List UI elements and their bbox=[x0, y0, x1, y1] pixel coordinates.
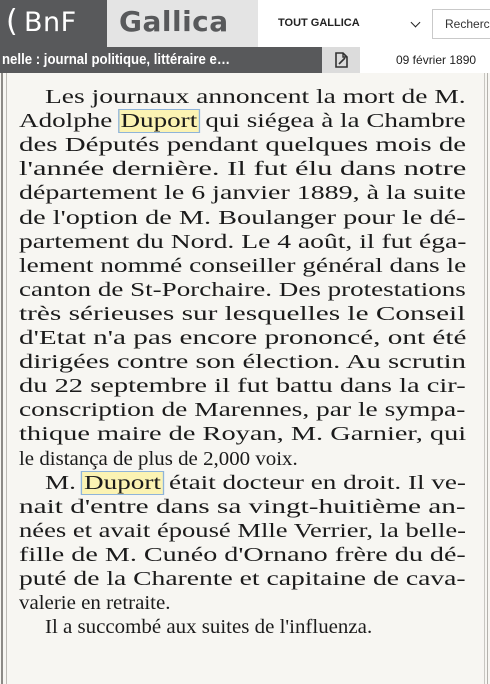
article-text: puté de la Charente et capitaine de cava- bbox=[19, 568, 466, 590]
article-line bbox=[19, 566, 466, 592]
article-line bbox=[19, 132, 466, 158]
search-scope-select[interactable] bbox=[268, 12, 428, 36]
article-text: thique maire de Royan, M. Garnier, qui bbox=[19, 423, 467, 446]
article-line bbox=[19, 373, 466, 399]
article-line bbox=[19, 156, 466, 182]
article-text: nait d'entre dans sa vingt-huitième an- bbox=[19, 495, 466, 518]
chevron-down-icon bbox=[411, 18, 421, 28]
article-text: était docteur en droit. Il ve- bbox=[162, 471, 466, 494]
article-text: valerie en retraite. bbox=[19, 592, 171, 615]
gallica-logo-text: Gallica bbox=[119, 5, 229, 38]
column-rule-right bbox=[487, 73, 488, 684]
document-edit-icon bbox=[333, 51, 350, 69]
article-line bbox=[19, 301, 465, 327]
article-text: qui siégea à la Chambre bbox=[198, 110, 466, 133]
article-line bbox=[19, 205, 466, 231]
article-line bbox=[19, 494, 466, 520]
article-text: conscription de Marennes, par le sympa- bbox=[19, 399, 466, 422]
article-line bbox=[19, 229, 466, 255]
article-text: lement nommé conseiller général dans le bbox=[19, 254, 467, 277]
article-line bbox=[19, 325, 466, 351]
article-text: l'année dernière. Il fut élu dans notre bbox=[19, 158, 467, 181]
article-text: des Députés pendant quelques mois de bbox=[19, 134, 467, 157]
gallica-header bbox=[0, 0, 490, 47]
document-title-bar bbox=[0, 47, 490, 73]
article-text: Adolphe bbox=[19, 110, 120, 133]
search-input[interactable] bbox=[432, 9, 490, 39]
gallica-logo[interactable] bbox=[107, 0, 258, 47]
column-rule-right-inner bbox=[484, 73, 485, 684]
article-line bbox=[19, 590, 171, 616]
search-hit-highlight[interactable]: Duport bbox=[84, 471, 161, 494]
article-line bbox=[19, 349, 466, 375]
article-line bbox=[19, 397, 465, 423]
article-text: partement du Nord. Le 4 août, il fut éga- bbox=[19, 230, 467, 253]
search-input-placeholder: Recherc bbox=[445, 17, 490, 31]
article-line bbox=[45, 614, 372, 640]
article-line bbox=[19, 108, 466, 134]
article-text: du 22 septembre il fut battu dans la cir- bbox=[19, 375, 466, 398]
article-text: dirigées contre son élection. Au scrutin bbox=[19, 351, 466, 374]
article-line bbox=[19, 253, 466, 279]
article-text: fille de M. Cunéo d'Ornano frère du dé- bbox=[19, 543, 466, 566]
article-text: M. bbox=[45, 471, 83, 494]
article-text: Il a succombé aux suites de l'influenza. bbox=[45, 616, 373, 639]
article-text: d'Etat n'a pas encore prononcé, ont été bbox=[19, 327, 467, 349]
document-scan-viewer[interactable] bbox=[0, 73, 490, 684]
article-line bbox=[45, 470, 466, 496]
article-text: de l'option de M. Boulanger pour le dé- bbox=[19, 206, 466, 229]
article-text: nées et avait épousé Mlle Verrier, la belle- bbox=[19, 519, 466, 542]
article-line bbox=[19, 180, 466, 206]
document-title[interactable]: nelle : journal politique, littéraire e… bbox=[0, 47, 322, 73]
bnf-logo-bracket: ( bbox=[6, 4, 18, 39]
article-line bbox=[19, 518, 466, 544]
issue-date: 09 février 1890 bbox=[360, 47, 490, 73]
article-text: très sérieuses sur lesquelles le Conseil bbox=[19, 302, 466, 325]
article-line bbox=[19, 277, 466, 303]
bnf-logo-text: BnF bbox=[24, 7, 77, 38]
bnf-logo[interactable] bbox=[0, 0, 107, 47]
article-line bbox=[19, 421, 466, 447]
search-hit-highlight[interactable]: Duport bbox=[120, 110, 198, 133]
column-rule-left bbox=[1, 73, 3, 684]
article-text: département le 6 janvier 1889, à la suite bbox=[19, 182, 466, 205]
column-rule-left-inner bbox=[6, 73, 7, 684]
document-info-button[interactable] bbox=[322, 47, 360, 73]
article-line bbox=[45, 84, 466, 110]
article-text: Les journaux annoncent la mort de M. bbox=[45, 86, 466, 108]
article-line bbox=[19, 446, 298, 472]
article-text: canton de St-Porchaire. Des protestations bbox=[19, 278, 466, 301]
search-scope-value: TOUT GALLICA bbox=[278, 17, 360, 29]
article-line bbox=[19, 542, 466, 568]
article-text: le distança de plus de 2,000 voix. bbox=[19, 447, 298, 470]
